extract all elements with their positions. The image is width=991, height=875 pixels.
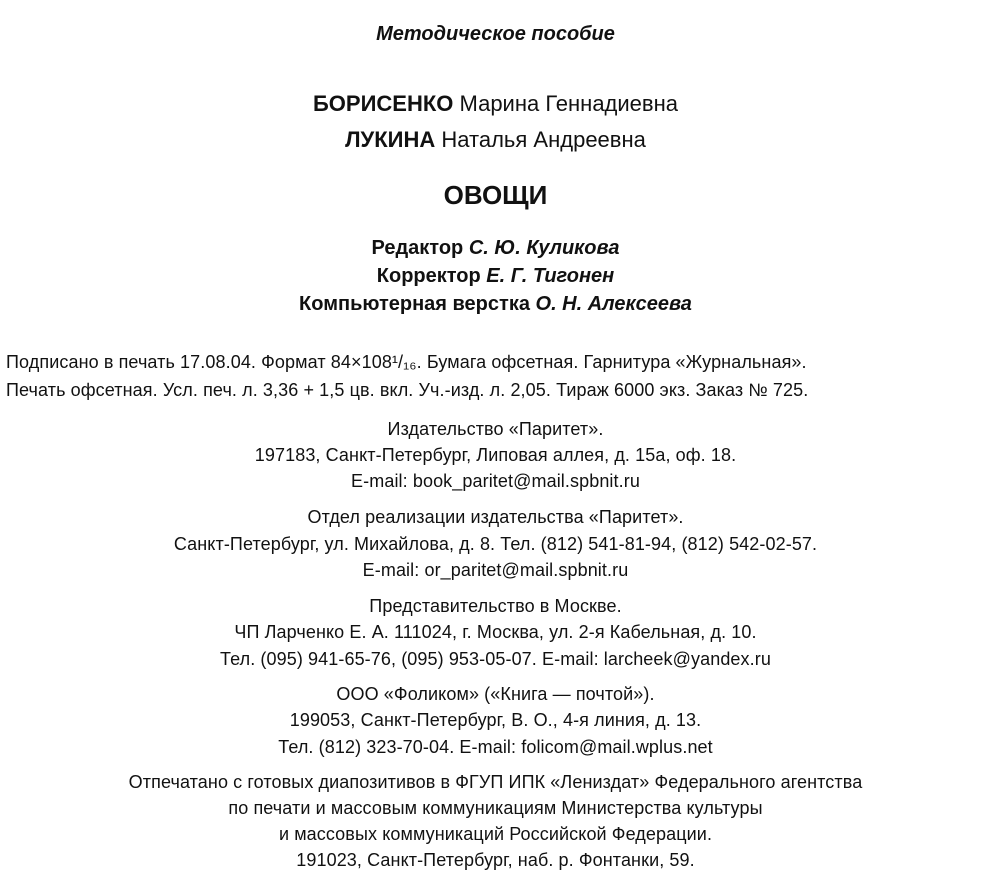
sales-address: Санкт-Петербург, ул. Михайлова, д. 8. Тел. (812) 541-81-94, (812) 542-02-57. <box>173 534 818 554</box>
print-info-line-1: Подписано в печать 17.08.04. Формат 84×108¹/₁₆. Бумага офсетная. Гарнитура «Журнальная». <box>6 352 807 372</box>
folikom-contacts: Тел. (812) 323-70-04. E-mail: folicom@mail.wplus.net <box>278 737 713 757</box>
moscow-contacts: Тел. (095) 941-65-76, (095) 953-05-07. E-mail: larcheek@yandex.ru <box>220 649 771 669</box>
print-info-line-2: Печать офсетная. Усл. печ. л. 3,36 + 1,5 цв. вкл. Уч.-изд. л. 2,05. Тираж 6000 экз. Заказ № 725. <box>6 380 809 400</box>
printer-line-3: и массовых коммуникаций Российской Федерации. <box>278 824 713 844</box>
author-2 <box>0 129 991 151</box>
author-1-surname: БОРИСЕНКО <box>312 91 454 116</box>
printer-line-2: по печати и массовым коммуникациям Министерства культуры <box>228 798 763 818</box>
credit-role: Корректор <box>376 265 481 287</box>
credit-role: Компьютерная верстка <box>299 293 530 315</box>
author-1-given: Марина Геннадиевна <box>459 91 678 116</box>
printer-line-1: Отпечатано с готовых диапозитивов в ФГУП ИПК «Лениздат» Федерального агентства <box>128 772 863 792</box>
author-1 <box>0 93 991 115</box>
sales-name: Отдел реализации издательства «Паритет». <box>307 507 684 527</box>
book-title: ОВОЩИ <box>443 180 548 210</box>
book-genre: Методическое пособие <box>376 23 615 45</box>
credit-name: С. Ю. Куликова <box>468 237 620 259</box>
credit-role: Редактор <box>371 237 464 259</box>
credit-editor <box>0 238 991 258</box>
publisher-name: Издательство «Паритет». <box>387 419 604 439</box>
publisher-address: 197183, Санкт-Петербург, Липовая аллея, д. 15а, оф. 18. <box>254 445 737 465</box>
author-2-given: Наталья Андреевна <box>441 127 646 152</box>
credit-corrector <box>0 266 991 286</box>
credit-name: О. Н. Алексеева <box>535 293 692 315</box>
folikom-name: ООО «Фоликом» («Книга — почтой»). <box>336 684 655 704</box>
moscow-address: ЧП Ларченко Е. А. 111024, г. Москва, ул. 2-я Кабельная, д. 10. <box>234 622 757 642</box>
folikom-address: 199053, Санкт-Петербург, В. О., 4-я линия, д. 13. <box>289 710 702 730</box>
publisher-email: E-mail: book_paritet@mail.spbnit.ru <box>351 471 640 491</box>
author-2-surname: ЛУКИНА <box>345 127 436 152</box>
moscow-name: Представительство в Москве. <box>369 596 622 616</box>
credit-layout <box>0 294 991 314</box>
sales-email: E-mail: or_paritet@mail.spbnit.ru <box>362 560 629 580</box>
credit-name: Е. Г. Тигонен <box>486 265 615 287</box>
printer-line-4: 191023, Санкт-Петербург, наб. р. Фонтанки, 59. <box>296 850 695 870</box>
